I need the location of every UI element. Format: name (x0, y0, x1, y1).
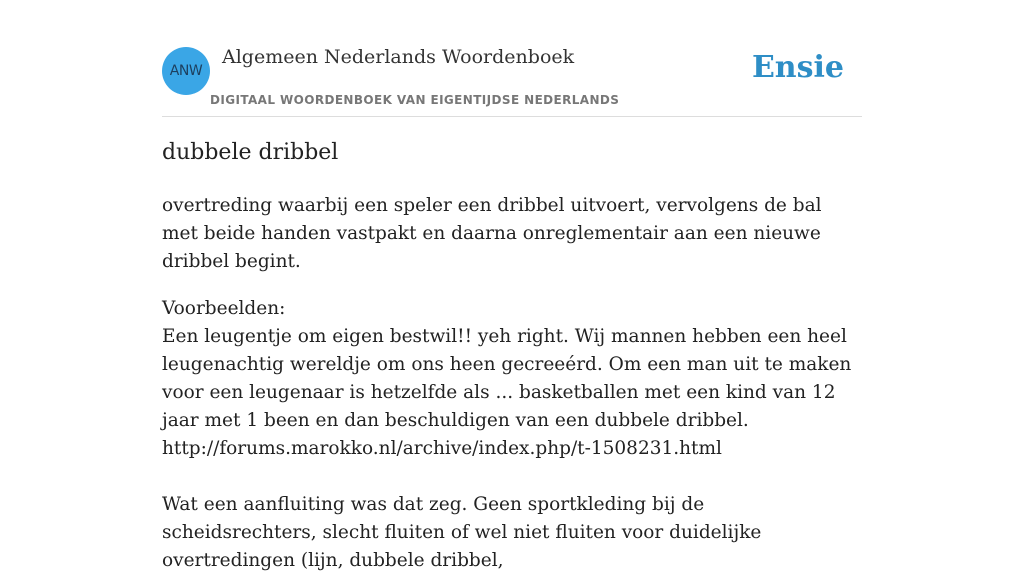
page (162, 0, 862, 571)
entry-definition: overtreding waarbij een speler een dribbel uitvoert, vervolgens de bal met beide handen vastpakt en daarna onreglementair aan een nieuwe dribbel begint. (162, 195, 822, 272)
entry-term: dubbele dribbel (162, 140, 339, 165)
examples-label: Voorbeelden: (162, 298, 286, 319)
site-header (162, 0, 862, 117)
example-source: http://forums.marokko.nl/archive/index.php/t-1508231.html (162, 438, 722, 459)
example-text: Wat een aanfluiting was dat zeg. Geen sportkleding bij de scheidsrechters, slecht fluiten of wel niet fluiten voor duidelijke overtredingen (lijn, dubbele dribbel, (162, 494, 762, 571)
example-text: Een leugentje om eigen bestwil!! yeh right. Wij mannen hebben een heel leugenachtig wereldje om ons heen gecreeérd. Om een man uit te maken voor een leugenaar is hetzelfde als ... basketballen met een kind van 12 jaar met 1 been en dan beschuldigen van een dubbele dribbel. (162, 326, 852, 431)
examples-section (162, 295, 862, 575)
entry-content (162, 192, 862, 575)
example-spacer (162, 463, 862, 491)
ensie-brand-link[interactable]: Ensie (751, 50, 844, 85)
site-title[interactable]: Algemeen Nederlands Woordenboek (222, 46, 575, 68)
site-subtitle: DIGITAAL WOORDENBOEK VAN EIGENTIJDSE NEDERLANDS (210, 93, 620, 107)
anw-logo[interactable]: ANW (162, 47, 210, 95)
